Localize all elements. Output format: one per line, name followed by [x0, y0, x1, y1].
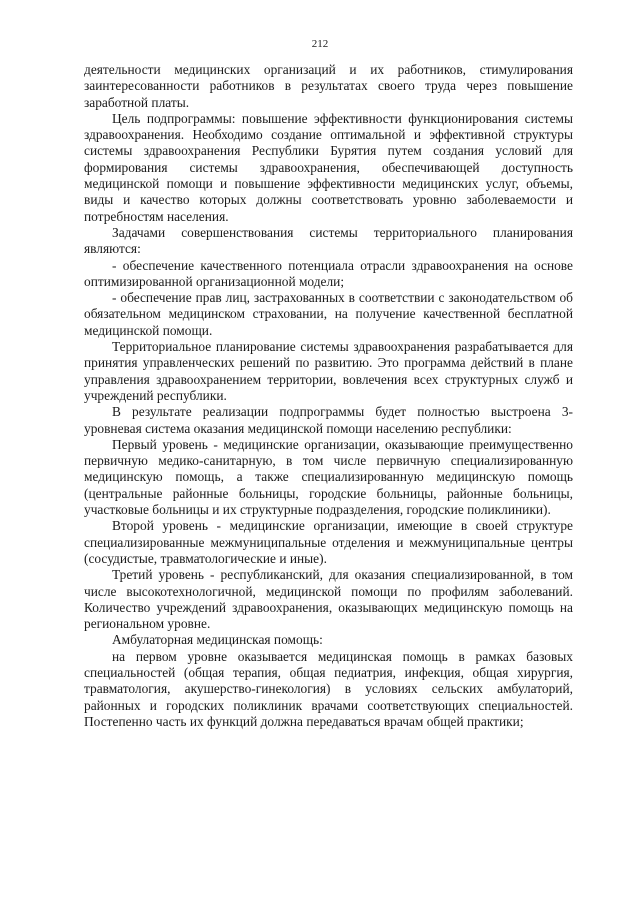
paragraph: - обеспечение прав лиц, застрахованных в соответствии с законодательством об обязательном медицинском страховании, на получение качественной бесплатной медицинской помощи.	[84, 290, 573, 338]
paragraph: Цель подпрограммы: повышение эффективности функционирования системы здравоохранения. Необходимо создание оптимальной и эффективной структуры системы здравоохранения Республики Бурятия путем создания условий для формирования системы здравоохранения, обеспечивающей доступность медицинской помощи и повышение эффективности медицинских услуг, объемы, виды и качество которых должны соответствовать уровню заболеваемости и потребностям населения.	[84, 110, 573, 224]
paragraph: Амбулаторная медицинская помощь:	[112, 632, 323, 648]
paragraph: Территориальное планирование системы здравоохранения разрабатывается для принятия управленческих решений по развитию. Это программа действий в плане управления здравоохранением территории, вовлечения всех структурных служб и учреждений республики.	[84, 339, 573, 403]
paragraph: Третий уровень - республиканский, для оказания специализированной, в том числе высокотехнологичной, медицинской помощи по профилям заболеваний. Количество учреждений здравоохранения, оказывающих медицинскую помощь на региональном уровне.	[84, 567, 573, 632]
paragraph: В результате реализации подпрограммы будет полностью выстроена 3-уровневая система оказания медицинской помощи населению республики:	[84, 404, 573, 436]
paragraph: деятельности медицинских организаций и их работников, стимулирования заинтересованности работников в результатах своего труда через повышение заработной платы.	[84, 62, 573, 110]
paragraph: Задачами совершенствования системы территориального планирования являются:	[84, 224, 573, 257]
paragraph: - обеспечение качественного потенциала отрасли здравоохранения на основе оптимизированной организационной модели;	[84, 257, 573, 289]
body-text	[84, 62, 573, 730]
paragraph: Второй уровень - медицинские организации, имеющие в своей структуре специализированные межмуниципальные отделения и межмуниципальные центры (сосудистые, травматологические и иные).	[84, 518, 573, 566]
page-number: 212	[311, 38, 329, 50]
paragraph: на первом уровне оказывается медицинская помощь в рамках базовых специальностей (общая терапия, общая педиатрия, инфекция, общая хирургия, травматология, акушерство-гинекология) в условиях сельских амбулаторий, районных и городских поликлиник врачами соответствующих специальностей. Постепенно часть их функций должна передаваться врачам общей практики;	[84, 648, 573, 729]
paragraph: Первый уровень - медицинские организации, оказывающие преимущественно первичную медико-санитарную, в том числе первичную специализированную медицинскую помощь, а также специализированную медицинскую помощь (центральные районные больницы, городские больницы, районные больницы, участковые больницы и их структурные подразделения, городские поликлиники).	[84, 436, 573, 518]
